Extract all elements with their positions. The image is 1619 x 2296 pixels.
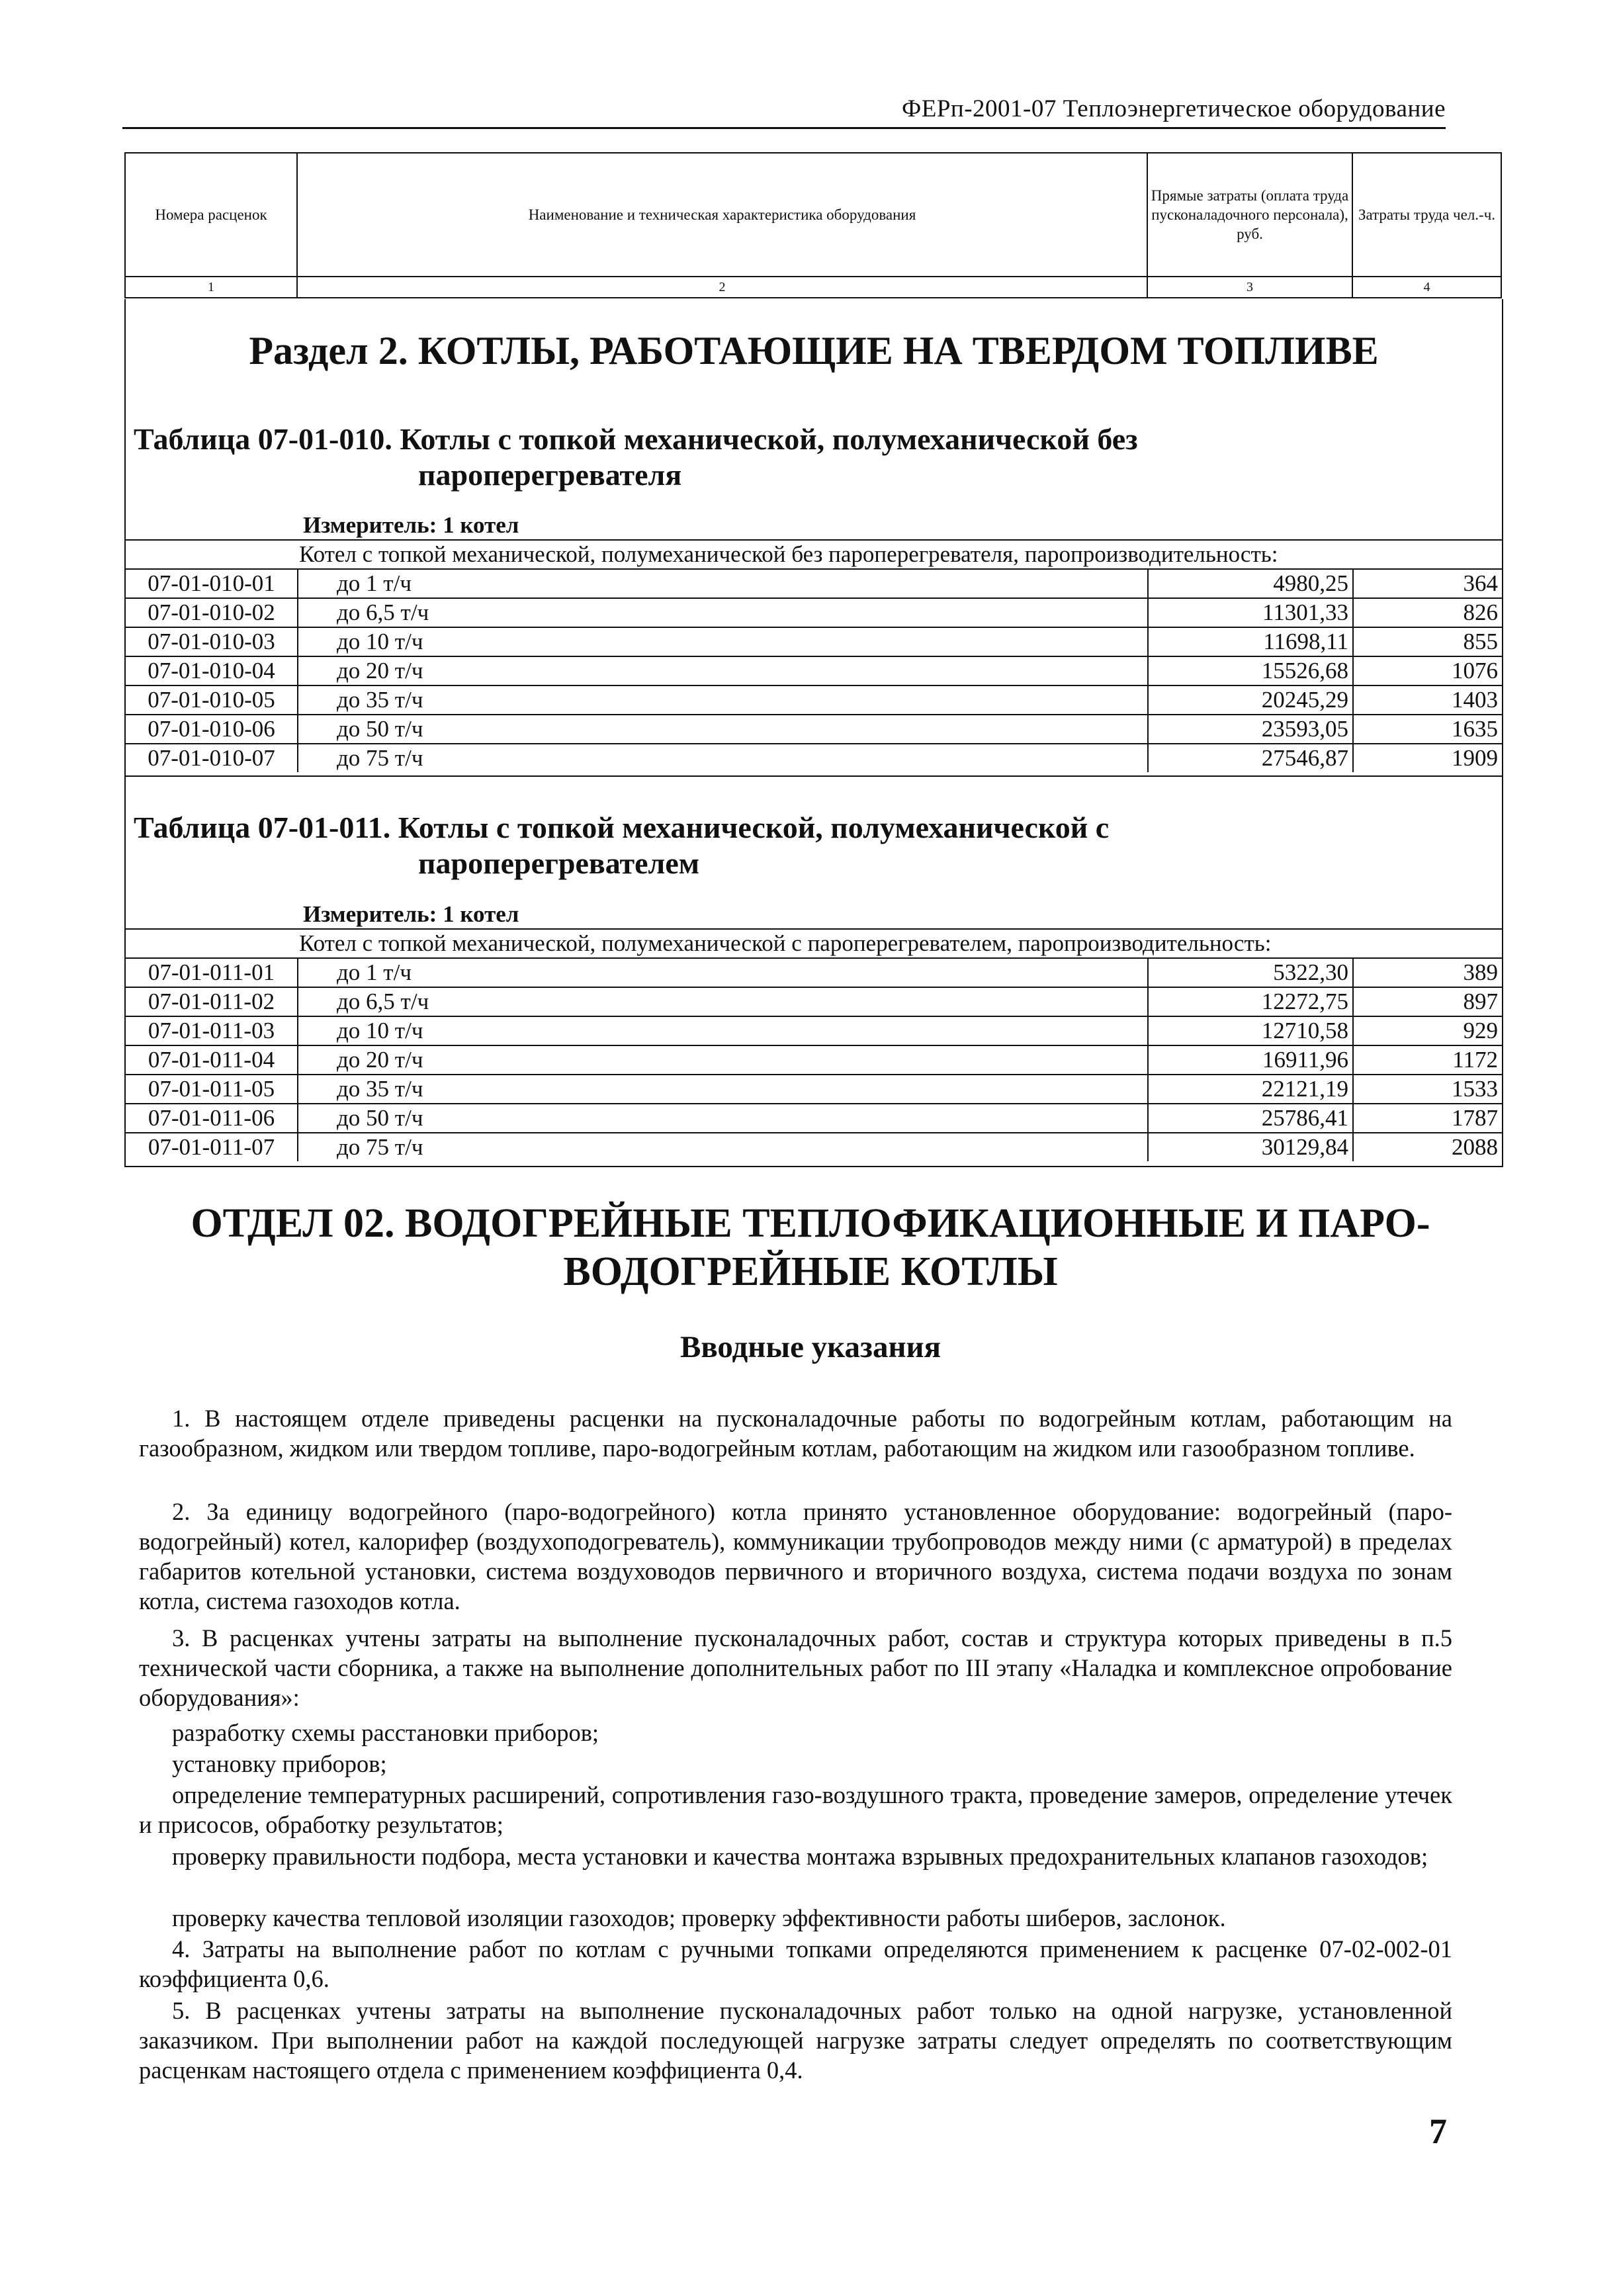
col-number-1: 1 (125, 277, 297, 298)
col-number-2: 2 (297, 277, 1147, 298)
table-row (126, 1133, 1502, 1161)
page-number: 7 (1429, 2111, 1447, 2151)
rate-code: 07-01-011-01 (126, 958, 298, 987)
table-title (134, 421, 1138, 493)
rates-table (126, 930, 1502, 1161)
table-row (126, 656, 1502, 685)
rates-table (126, 541, 1502, 772)
rate-cost: 12710,58 (1148, 1016, 1353, 1045)
table-title-line2: пароперегревателем (418, 846, 700, 880)
table-caption: Котел с топкой механической, полумеханической без пароперегревателя, паропроизводительность: (126, 541, 1502, 569)
rate-name: до 50 т/ч (298, 715, 1148, 744)
intro-list-item: проверку правильности подбора, места установки и качества монтажа взрывных предохранительных клапанов газоходов; (172, 1843, 1428, 1870)
table-row (126, 715, 1502, 744)
rate-cost: 22121,19 (1148, 1075, 1353, 1104)
col-header-code: Номера расценок (125, 153, 297, 277)
rate-cost: 23593,05 (1148, 715, 1353, 744)
rate-code: 07-01-010-07 (126, 744, 298, 772)
intro-list-item: определение температурных расширений, сопротивления газо-воздушного тракта, проведение замеров, определение утечек и присосов, обработку результатов; (139, 1781, 1452, 1838)
table-title-line1: Таблица 07-01-011. Котлы с топкой механической, полумеханической с (134, 811, 1110, 844)
rate-labor: 929 (1353, 1016, 1502, 1045)
rate-code: 07-01-010-02 (126, 598, 298, 627)
rate-name: до 1 т/ч (298, 958, 1148, 987)
intro-paragraph-2: 2. За единицу водогрейного (паро-водогрейного) котла принято установленное оборудование: водогрейный (паро-водогрейный) котел, калорифер (воздухоподогреватель), коммуникации трубопроводов между ними (с арматурой) в пределах габаритов котельной установки, система воздуховодов первичного и вторичного воздуха, система подачи воздуха по зонам котла, система газоходов котла. (139, 1498, 1452, 1614)
table-row (126, 1045, 1502, 1075)
department-title (122, 1200, 1499, 1296)
intro-paragraph-3: 3. В расценках учтены затраты на выполнение пусконаладочных работ, состав и структура которых приведены в п.5 технической части сборника, а также на выполнение дополнительных работ по III этапу «Наладка и комплексное опробование оборудования»: (139, 1624, 1452, 1711)
table-measure: Измеритель: 1 котел (303, 512, 519, 538)
rate-code: 07-01-010-05 (126, 685, 298, 715)
table-title (134, 810, 1109, 881)
rate-cost: 20245,29 (1148, 685, 1353, 715)
table-row (126, 627, 1502, 656)
rate-cost: 15526,68 (1148, 656, 1353, 685)
rate-cost: 11698,11 (1148, 627, 1353, 656)
rate-name: до 75 т/ч (298, 1133, 1148, 1161)
table-title-line2: пароперегревателя (418, 458, 682, 492)
table-row (126, 958, 1502, 987)
intro-paragraph-1: 1. В настоящем отделе приведены расценки на пусконаладочные работы по водогрейным котлам, работающим на газообразном, жидком или твердом топливе, паро-водогрейным котлам, работающим на жидком или газообразном топливе. (139, 1405, 1452, 1462)
rate-labor: 2088 (1353, 1133, 1502, 1161)
column-header-table (124, 152, 1502, 298)
rate-labor: 1533 (1353, 1075, 1502, 1104)
table-caption: Котел с топкой механической, полумеханической с пароперегревателем, паропроизводительность: (126, 930, 1502, 958)
table-row (126, 987, 1502, 1016)
rate-labor: 826 (1353, 598, 1502, 627)
col-header-name: Наименование и техническая характеристика оборудования (297, 153, 1147, 277)
rate-code: 07-01-011-04 (126, 1045, 298, 1075)
rate-labor: 1076 (1353, 656, 1502, 685)
intro-list-item: разработку схемы расстановки приборов; (172, 1719, 599, 1746)
intro-list-item: установку приборов; (172, 1750, 387, 1777)
col-header-cost: Прямые затраты (оплата труда пусконаладочного персонала), руб. (1147, 153, 1352, 277)
rate-code: 07-01-011-02 (126, 987, 298, 1016)
rate-cost: 27546,87 (1148, 744, 1353, 772)
rate-code: 07-01-011-06 (126, 1104, 298, 1133)
rate-name: до 20 т/ч (298, 656, 1148, 685)
rate-cost: 25786,41 (1148, 1104, 1353, 1133)
running-header: ФЕРп-2001-07 Теплоэнергетическое оборудование (122, 94, 1446, 129)
rate-labor: 855 (1353, 627, 1502, 656)
rate-labor: 897 (1353, 987, 1502, 1016)
department-title-line2: ВОДОГРЕЙНЫЕ КОТЛЫ (563, 1249, 1058, 1294)
rate-cost: 11301,33 (1148, 598, 1353, 627)
department-title-line1: ОТДЕЛ 02. ВОДОГРЕЙНЫЕ ТЕПЛОФИКАЦИОННЫЕ И ПАРО- (191, 1201, 1430, 1246)
rate-labor: 1403 (1353, 685, 1502, 715)
table-measure: Измеритель: 1 котел (303, 901, 519, 927)
intro-list-item: проверку качества тепловой изоляции газоходов; проверку эффективности работы шиберов, заслонок. (172, 1904, 1226, 1931)
rate-name: до 50 т/ч (298, 1104, 1148, 1133)
rate-labor: 389 (1353, 958, 1502, 987)
intro-paragraph-5: 5. В расценках учтены затраты на выполнение пусконаладочных работ только на одной нагрузке, установленной заказчиком. При выполнении работ на каждой последующей нагрузке затраты следует определять по соответствующим расценкам настоящего отдела с применением коэффициента 0,4. (139, 1997, 1452, 2084)
rate-cost: 16911,96 (1148, 1045, 1353, 1075)
rate-name: до 75 т/ч (298, 744, 1148, 772)
rate-cost: 30129,84 (1148, 1133, 1353, 1161)
rate-name: до 35 т/ч (298, 685, 1148, 715)
rate-cost: 12272,75 (1148, 987, 1353, 1016)
section-title: Раздел 2. КОТЛЫ, РАБОТАЮЩИЕ НА ТВЕРДОМ ТОПЛИВЕ (249, 329, 1379, 373)
rate-code: 07-01-011-05 (126, 1075, 298, 1104)
table-row (126, 1104, 1502, 1133)
rate-code: 07-01-010-03 (126, 627, 298, 656)
table-row (126, 598, 1502, 627)
table-row (126, 1016, 1502, 1045)
table-title-line1: Таблица 07-01-010. Котлы с топкой механической, полумеханической без (134, 422, 1138, 456)
rate-code: 07-01-011-03 (126, 1016, 298, 1045)
rate-labor: 1787 (1353, 1104, 1502, 1133)
rate-labor: 1172 (1353, 1045, 1502, 1075)
rate-name: до 10 т/ч (298, 627, 1148, 656)
rate-name: до 35 т/ч (298, 1075, 1148, 1104)
rate-name: до 6,5 т/ч (298, 987, 1148, 1016)
rate-name: до 10 т/ч (298, 1016, 1148, 1045)
intro-title: Вводные указания (679, 1330, 941, 1364)
intro-paragraph-4: 4. Затраты на выполнение работ по котлам с ручными топками определяются применением к расценке 07-02-002-01 коэффициента 0,6. (139, 1935, 1452, 1992)
rate-labor: 364 (1353, 569, 1502, 598)
rate-cost: 4980,25 (1148, 569, 1353, 598)
rate-name: до 1 т/ч (298, 569, 1148, 598)
rate-labor: 1635 (1353, 715, 1502, 744)
rate-code: 07-01-010-06 (126, 715, 298, 744)
rate-code: 07-01-010-04 (126, 656, 298, 685)
table-row (126, 1075, 1502, 1104)
rate-name: до 20 т/ч (298, 1045, 1148, 1075)
rate-name: до 6,5 т/ч (298, 598, 1148, 627)
col-number-3: 3 (1147, 277, 1352, 298)
section-body (124, 299, 1503, 1167)
divider (126, 775, 1502, 777)
col-header-labor: Затраты труда чел.-ч. (1352, 153, 1501, 277)
table-row (126, 744, 1502, 772)
col-number-4: 4 (1352, 277, 1501, 298)
rate-code: 07-01-011-07 (126, 1133, 298, 1161)
rate-labor: 1909 (1353, 744, 1502, 772)
rate-cost: 5322,30 (1148, 958, 1353, 987)
table-row (126, 569, 1502, 598)
rate-code: 07-01-010-01 (126, 569, 298, 598)
table-row (126, 685, 1502, 715)
